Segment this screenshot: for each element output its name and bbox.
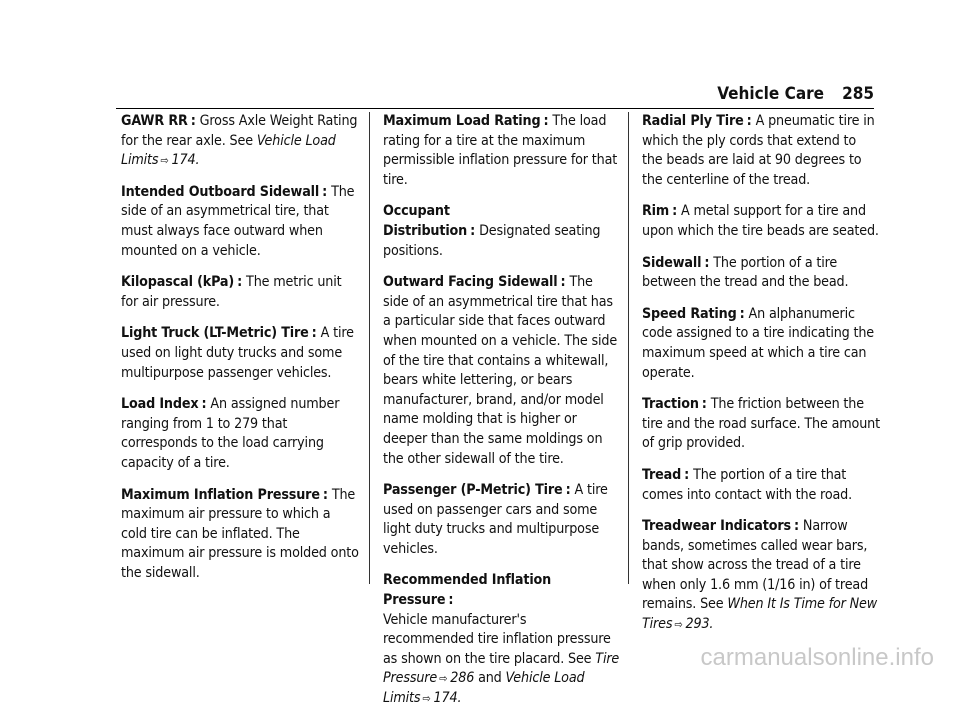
entry-definition: A tire used on passenger cars and some light duty trucks and multipurpose vehicles.: [383, 482, 608, 557]
glossary-entry: [642, 202, 880, 241]
entry-term: Occupant Distribution: [383, 203, 468, 239]
glossary-entry: [383, 112, 621, 190]
separator: :: [237, 274, 243, 291]
glossary-entry: [642, 395, 880, 454]
glossary-entry: [642, 517, 880, 635]
glossary-entry: [642, 305, 880, 383]
column-divider: [369, 112, 370, 584]
entry-end: .: [709, 616, 714, 633]
entry-term: Rim: [642, 203, 670, 220]
separator: :: [201, 396, 207, 413]
glossary-entry: [642, 254, 880, 293]
glossary-entry: [642, 112, 880, 190]
separator: :: [739, 305, 745, 322]
separator: :: [704, 254, 710, 271]
entry-term: Treadwear Indicators: [642, 518, 791, 535]
glossary-entry: [121, 112, 359, 171]
cross-reference-link[interactable]: Vehicle Load Limits: [121, 132, 336, 169]
page-header: [717, 84, 874, 104]
separator: :: [543, 113, 549, 129]
entry-term: Intended Outboard Sidewall: [121, 183, 320, 200]
separator: :: [560, 274, 566, 291]
page-number: 285: [842, 84, 874, 104]
separator: :: [470, 222, 476, 239]
separator: :: [684, 466, 690, 483]
page-arrow-icon: ⇨: [439, 672, 448, 686]
entry-definition: The load rating for a tire at the maximum permissible inflation pressure for that tire.: [383, 113, 618, 188]
glossary-entry: [121, 324, 359, 383]
separator: :: [565, 482, 571, 499]
entry-term: Light Truck (LT-Metric) Tire: [121, 325, 309, 342]
entry-term: Tread: [642, 466, 682, 483]
entry-definition: Gross Axle Weight Rating for the rear axle. See: [121, 113, 358, 149]
separator: :: [448, 592, 454, 609]
separator: :: [672, 203, 678, 220]
page-arrow-icon: ⇨: [422, 692, 431, 706]
entry-definition: Narrow bands, sometimes called wear bars, that show across the tread of a tire when only 1.6 mm (1/16 in) of tread remains. See: [642, 518, 869, 613]
entry-definition: The side of an asymmetrical tire, that must always face outward when mounted on a vehicle.: [121, 183, 355, 259]
entry-definition: A tire used on light duty trucks and some multipurpose passenger vehicles.: [121, 325, 354, 381]
glossary-column-1: [121, 112, 359, 595]
entry-term: Traction: [642, 396, 699, 413]
page-arrow-icon: ⇨: [674, 618, 683, 632]
separator: :: [311, 325, 317, 342]
entry-term: Kilopascal (kPa): [121, 274, 235, 291]
entry-definition: The portion of a tire that comes into contact with the road.: [642, 466, 853, 503]
separator: :: [190, 113, 196, 129]
cross-reference-link[interactable]: When It Is Time for New Tires: [642, 596, 878, 633]
glossary-entry: [121, 183, 359, 261]
separator: :: [322, 486, 328, 503]
section-title: Vehicle Care: [717, 84, 825, 104]
separator: :: [746, 113, 752, 129]
entry-term: Load Index: [121, 396, 199, 413]
glossary-column-3: [642, 112, 880, 647]
entry-term: Sidewall: [642, 254, 702, 271]
glossary-column-2: [383, 112, 621, 721]
entry-definition: An alphanumeric code assigned to a tire indicating the maximum speed at which a tire can operate.: [642, 305, 875, 381]
glossary-entry: [642, 466, 880, 505]
entry-definition: The maximum air pressure to which a cold tire can be inflated. The maximum air pressure is molded onto the sidewall.: [121, 486, 359, 581]
header-rule: [116, 108, 874, 109]
entry-definition: Designated seating positions.: [383, 222, 601, 259]
entry-definition: An assigned number ranging from 1 to 279 that corresponds to the load carrying capacity of a tire.: [121, 396, 340, 471]
entry-definition: The side of an asymmetrical tire that has a particular side that faces outward when mounted on a vehicle. The side of the tire that contains a whitewall, bears white lettering, or bears manufacturer, brand, and/or model name molding that is higher or deeper than the same moldings on the other sidewall of the tire.: [383, 274, 618, 467]
separator: :: [701, 396, 707, 413]
entry-end: .: [195, 152, 200, 169]
entry-term: Passenger (P-Metric) Tire: [383, 482, 563, 499]
watermark: carmanualsonline.info: [700, 644, 934, 671]
entry-term: GAWR RR: [121, 113, 188, 129]
glossary-entry: [383, 481, 621, 559]
glossary-entry: [121, 486, 359, 584]
entry-end: .: [457, 690, 462, 707]
glossary-entry: [383, 571, 621, 708]
glossary-entry: [121, 273, 359, 312]
entry-definition: The friction between the tire and the road surface. The amount of grip provided.: [642, 396, 880, 452]
glossary-entry: [383, 202, 621, 261]
separator: :: [793, 518, 799, 535]
separator: :: [322, 183, 328, 200]
reference-page[interactable]: 174: [171, 152, 196, 169]
entry-term: Speed Rating: [642, 305, 737, 322]
reference-page[interactable]: 293: [685, 616, 710, 633]
glossary-entry: [383, 273, 621, 469]
entry-definition: The metric unit for air pressure.: [121, 274, 342, 310]
glossary-entry: [121, 395, 359, 473]
entry-definition: The portion of a tire between the tread and the bead.: [642, 254, 849, 291]
entry-term: Recommended Inflation Pressure: [383, 572, 552, 609]
entry-definition: A metal support for a tire and upon which the tire beads are seated.: [642, 203, 879, 239]
entry-term: Maximum Load Rating: [383, 113, 541, 129]
reference-page[interactable]: 286: [450, 670, 475, 687]
cross-reference-link[interactable]: Vehicle Load Limits: [383, 670, 585, 707]
entry-term: Maximum Inflation Pressure: [121, 486, 320, 503]
entry-term: Radial Ply Tire: [642, 113, 744, 129]
entry-definition: A pneumatic tire in which the ply cords that extend to the beads are laid at 90 degrees to the centerline of the tread.: [642, 113, 875, 188]
page-arrow-icon: ⇨: [160, 154, 169, 168]
entry-term: Outward Facing Sidewall: [383, 274, 558, 291]
column-divider: [628, 112, 629, 584]
entry-connector: and: [474, 670, 506, 687]
reference-page[interactable]: 174: [433, 690, 458, 707]
entry-definition: Vehicle manufacturer's recommended tire inflation pressure as shown on the tire placard. See: [383, 611, 611, 667]
cross-reference-link[interactable]: Tire Pressure: [383, 650, 620, 687]
